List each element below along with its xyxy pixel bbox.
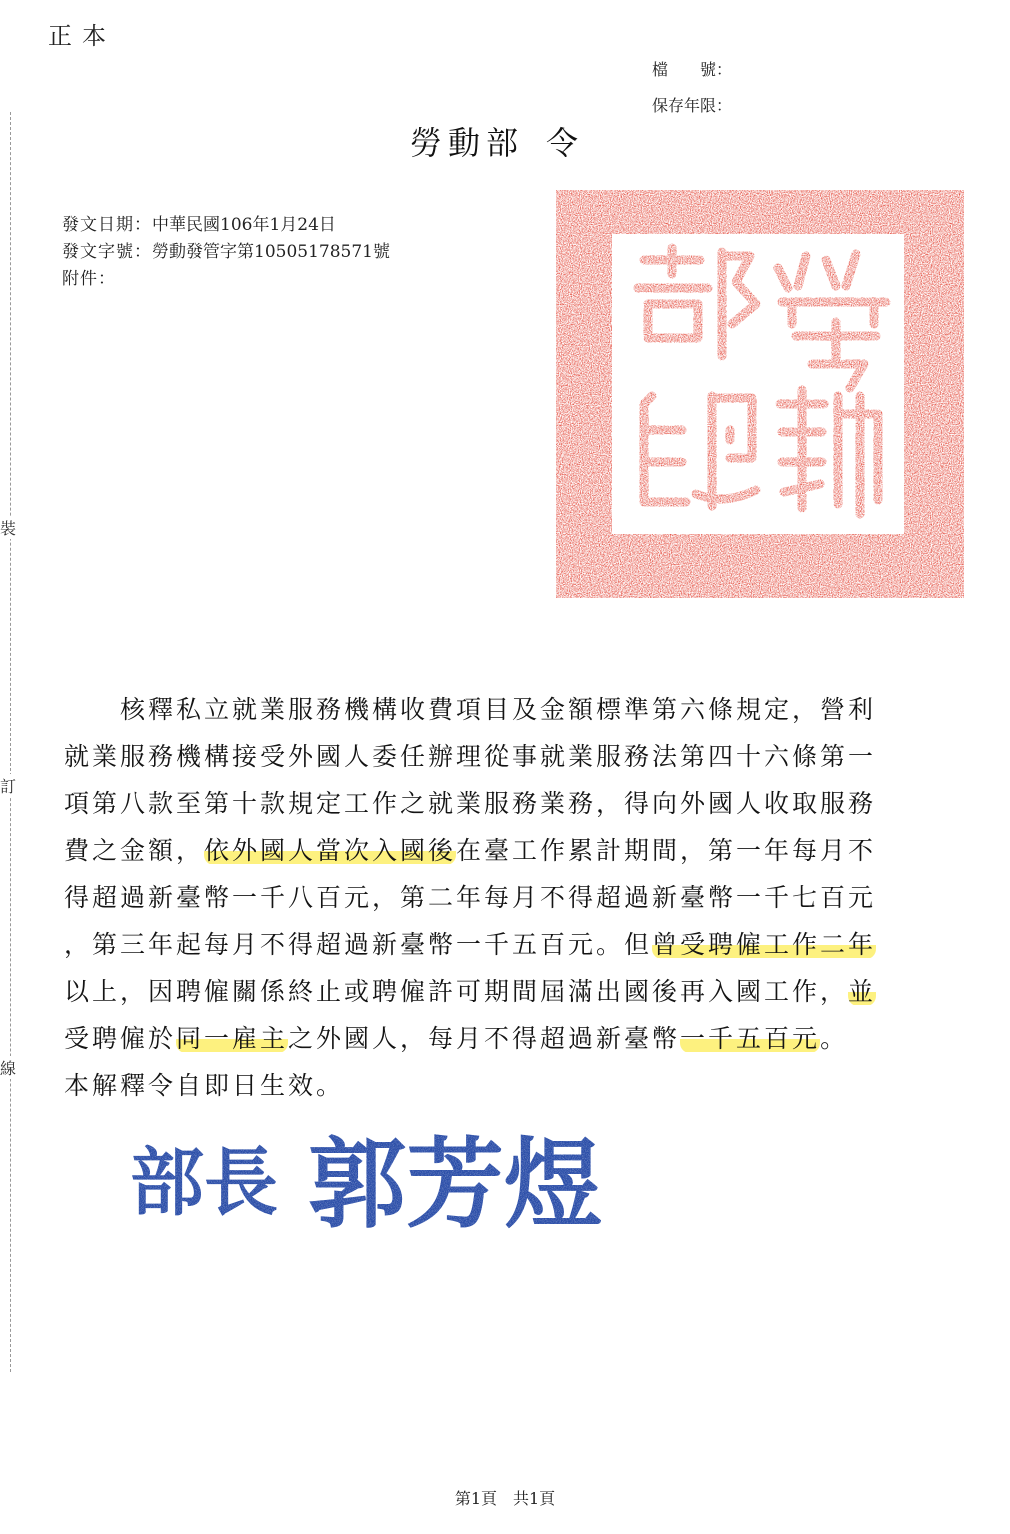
signature-stamp	[130, 1108, 690, 1248]
effective-statement: 本解釋令自即日生效。	[64, 1071, 345, 1100]
binding-char-xian: 線	[0, 1056, 16, 1079]
body-line-4-end: 在臺工作累計期間，第一年每月不	[456, 836, 877, 865]
body-line-8	[64, 1015, 948, 1062]
highlight-1500: 一千五百元	[680, 1024, 821, 1053]
copy-label: 正本	[48, 22, 116, 50]
highlight-and: 並	[848, 977, 877, 1006]
attachment-label: 附件：	[62, 269, 116, 289]
highlight-two-years: 曾受聘僱工作二年	[652, 930, 877, 959]
attachment-row	[62, 264, 116, 289]
seal-graphic	[556, 190, 964, 598]
body-line-6-start: ，第三年起每月不得超過新臺幣一千五百元。但	[64, 930, 653, 959]
minister-signature	[130, 1108, 690, 1248]
highlight-same-employer: 同一雇主	[176, 1024, 289, 1053]
file-number-label: 檔 號：	[652, 60, 733, 79]
reference-number-label: 發文字號：	[62, 242, 152, 262]
official-seal	[556, 190, 964, 598]
body-line-8-end: 。	[820, 1024, 849, 1053]
retention-label: 保存年限：	[652, 96, 733, 115]
body-line-7-start: 以上，因聘僱關係終止或聘僱許可期間屆滿出國後再入國工作，	[64, 977, 849, 1006]
body-line-7	[64, 968, 948, 1015]
body-line-6	[64, 921, 948, 968]
binding-margin-line	[10, 112, 11, 1372]
body-line-2: 就業服務機構接受外國人委任辦理從事就業服務法第四十六條第一	[64, 742, 877, 771]
document-title	[410, 118, 584, 164]
reference-number-value: 勞動發管字第10505178571號	[152, 242, 390, 262]
body-line-5: 得超過新臺幣一千八百元，第二年每月不得超過新臺幣一千七百元	[64, 883, 877, 912]
body-line-1: 核釋私立就業服務機構收費項目及金額標準第六條規定，營利	[64, 695, 877, 724]
body-line-4-start: 費之金額，	[64, 836, 205, 865]
reference-number-row	[62, 237, 390, 262]
decree-body	[64, 686, 948, 1109]
issue-date-value: 中華民國106年1月24日	[152, 215, 336, 235]
signature-title-text: 部長	[130, 1140, 278, 1226]
page-number: 第1頁 共1頁	[454, 1489, 556, 1508]
body-line-4	[64, 827, 948, 874]
signature-name-text: 郭芳煜	[308, 1127, 603, 1242]
issue-date-label: 發文日期：	[62, 215, 152, 235]
document-type: 令	[546, 124, 585, 162]
binding-char-zhuang: 裝	[0, 516, 16, 539]
binding-char-ding: 訂	[0, 774, 16, 797]
body-line-8-start: 受聘僱於	[64, 1024, 177, 1053]
body-line-3: 項第八款至第十款規定工作之就業服務業務，得向外國人收取服務	[64, 789, 877, 818]
agency-name: 勞動部	[410, 124, 525, 162]
body-line-8-mid: 之外國人，每月不得超過新臺幣	[288, 1024, 681, 1053]
issue-date-row	[62, 210, 336, 235]
highlight-entry-timing: 依外國人當次入國後	[204, 836, 457, 865]
